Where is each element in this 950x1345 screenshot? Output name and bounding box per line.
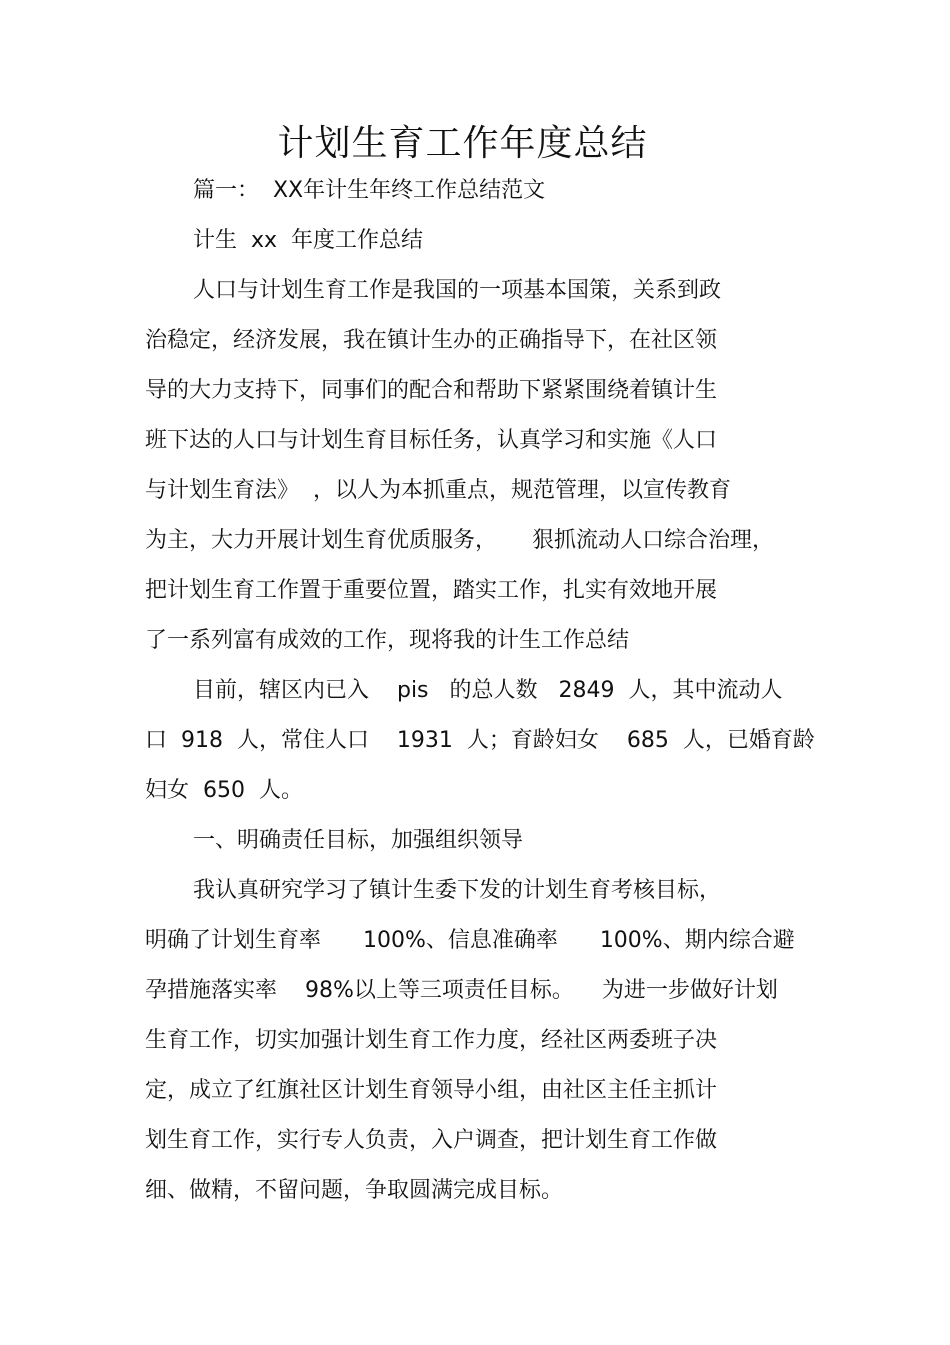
paragraph-line: 人口与计划生育工作是我国的一项基本国策，关系到政 <box>193 278 722 303</box>
paragraph-line: 明确了计划生育率 100%、信息准确率 100%、期内综合避 <box>145 928 795 953</box>
paragraph-line: 划生育工作，实行专人负责，入户调查，把计划生育工作做 <box>145 1128 718 1153</box>
paragraph-line: 了一系列富有成效的工作，现将我的计生工作总结 <box>145 628 630 653</box>
paragraph-line: 生育工作，切实加强计划生育工作力度，经社区两委班子决 <box>145 1028 718 1053</box>
paragraph-line: 把计划生育工作置于重要位置，踏实工作，扎实有效地开展 <box>145 578 718 603</box>
paragraph-line: 为主，大力开展计划生育优质服务， 狠抓流动人口综合治理， <box>145 528 774 553</box>
paragraph-line: 导的大力支持下，同事们的配合和帮助下紧紧围绕着镇计生 <box>145 378 718 403</box>
paragraph-line: 治稳定，经济发展，我在镇计生办的正确指导下，在社区领 <box>145 328 718 353</box>
paragraph-line: 班下达的人口与计划生育目标任务，认真学习和实施《人口 <box>145 428 718 453</box>
document-title: 计划生育工作年度总结 <box>277 123 648 164</box>
subheading: 计生 xx 年度工作总结 <box>193 228 424 253</box>
paragraph-line: 目前，辖区内已入 pis 的总人数 2849 人，其中流动人 <box>193 678 783 703</box>
paragraph-line: 定，成立了红旗社区计划生育领导小组，由社区主任主抓计 <box>145 1078 718 1103</box>
section-heading: 篇一： XX年计生年终工作总结范文 <box>193 178 546 203</box>
paragraph-line: 我认真研究学习了镇计生委下发的计划生育考核目标， <box>193 878 722 903</box>
paragraph-line: 细、做精，不留问题，争取圆满完成目标。 <box>145 1178 564 1203</box>
paragraph-line: 孕措施落实率 98%以上等三项责任目标。 为进一步做好计划 <box>145 978 778 1003</box>
paragraph-line: 口 918 人，常住人口 1931 人；育龄妇女 685 人，已婚育龄 <box>145 728 815 753</box>
section-heading: 一、明确责任目标，加强组织领导 <box>193 828 524 853</box>
paragraph-line: 妇女 650 人。 <box>145 778 303 803</box>
paragraph-line: 与计划生育法》 ，以人为本抓重点，规范管理，以宣传教育 <box>145 478 731 503</box>
